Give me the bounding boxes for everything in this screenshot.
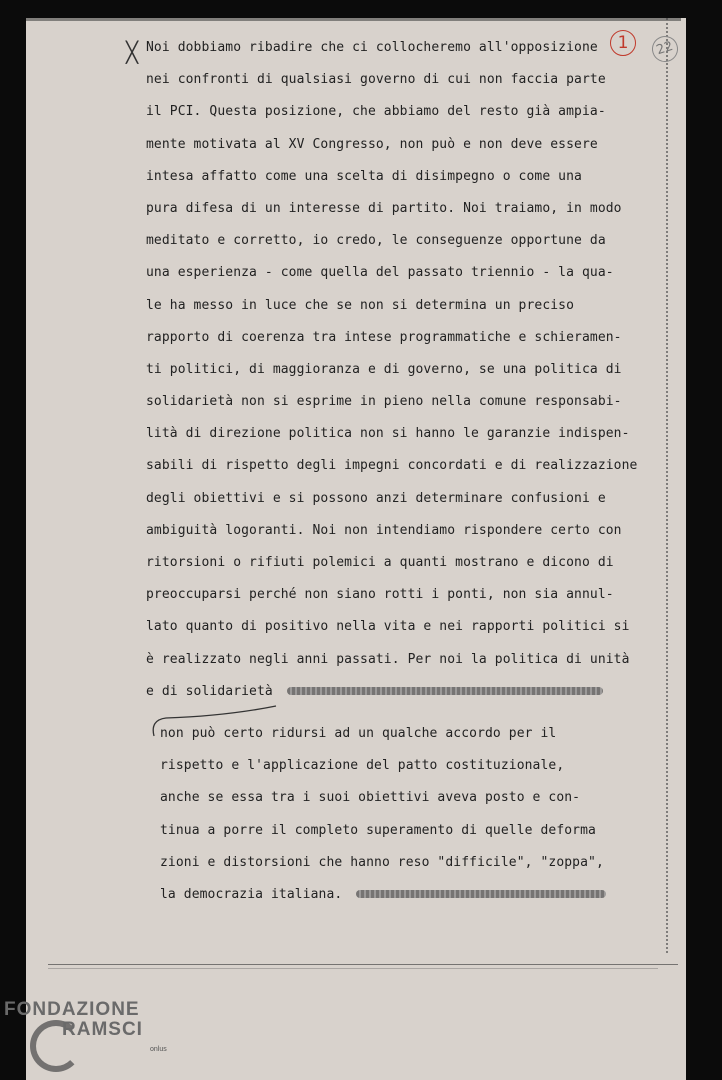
text-line: lità di direzione politica non si hanno le garanzie indispen- [146,426,630,442]
text-line: è realizzato negli anni passati. Per noi la politica di unità [146,651,630,667]
sheet-right-edge [666,18,670,953]
circled-page-number: 1 [610,30,636,56]
text-line: tinua a porre il completo superamento di quelle deforma [160,822,596,838]
text-line-with-strikeout [146,879,646,911]
text-line: Noi dobbiamo ribadire che ci collocheremo all'opposizione [146,40,598,55]
text-line: ritorsioni o rifiuti polemici a quanti mostrano e dicono di [146,555,614,570]
struck-out-text [287,687,603,695]
text-line: intesa affatto come una scelta di disimpegno o come una [146,168,582,184]
text-line: zioni e distorsioni che hanno reso "difficile", "zoppa", [160,854,604,870]
text-line: il PCI. Questa posizione, che abbiamo del resto già ampia- [146,104,606,120]
text-line: pura difesa di un interesse di partito. Noi traiamo, in modo [146,200,622,216]
paste-edge-line [48,968,658,969]
text-line: lato quanto di positivo nella vita e nei rapporti politici si [146,619,630,635]
text-line: nei confronti di qualsiasi governo di cui non faccia parte [146,72,606,88]
fondazione-gramsci-logo [4,1000,167,1060]
text-line: rispetto e l'applicazione del patto costituzionale, [160,758,565,774]
logo-line-2: RAMSCI [62,1019,143,1040]
text-line: non può certo ridursi ad un qualche accordo per il [160,725,557,741]
secondary-page-number: 22 [649,33,682,66]
text-line: meditato e corretto, io credo, le conseguenze opportune da [146,233,606,249]
text-line: degli obiettivi e si possono anzi determinare confusioni e [146,490,606,506]
text-line: una esperienza - come quella del passato triennio - la qua- [146,265,614,281]
x-mark-icon: ╳ [126,40,139,64]
text-line: sabili di rispetto degli impegni concordati e di realizzazione [146,458,638,474]
text-line: le ha messo in luce che se non si determina un preciso [146,297,575,313]
text-line: e di solidarietà [146,683,273,699]
logo-line-1: FONDAZIONE [4,999,140,1020]
paste-edge-line [48,964,678,965]
document-sheet [26,18,686,1080]
text-line: mente motivata al XV Congresso, non può e non deve essere [146,136,598,152]
text-line: preoccuparsi perché non siano rotti i ponti, non sia annul- [146,587,614,603]
text-line: ti politici, di maggioranza e di governo, se una politica di [146,361,622,377]
text-line: la democrazia italiana. [160,886,343,902]
text-line: solidarietà non si esprime in pieno nella comune responsabi- [146,394,622,410]
sheet-top-edge [26,18,681,21]
text-line: rapporto di coerenza tra intese programmatiche e schieramen- [146,329,622,345]
struck-out-text [356,890,606,898]
typed-text-block [146,32,646,911]
text-line: ambiguità logoranti. Noi non intendiamo rispondere certo con [146,522,622,538]
logo-line-3: onlus [150,1046,167,1053]
insertion-bracket-icon [146,698,326,738]
text-line: anche se essa tra i suoi obiettivi aveva posto e con- [160,790,581,806]
